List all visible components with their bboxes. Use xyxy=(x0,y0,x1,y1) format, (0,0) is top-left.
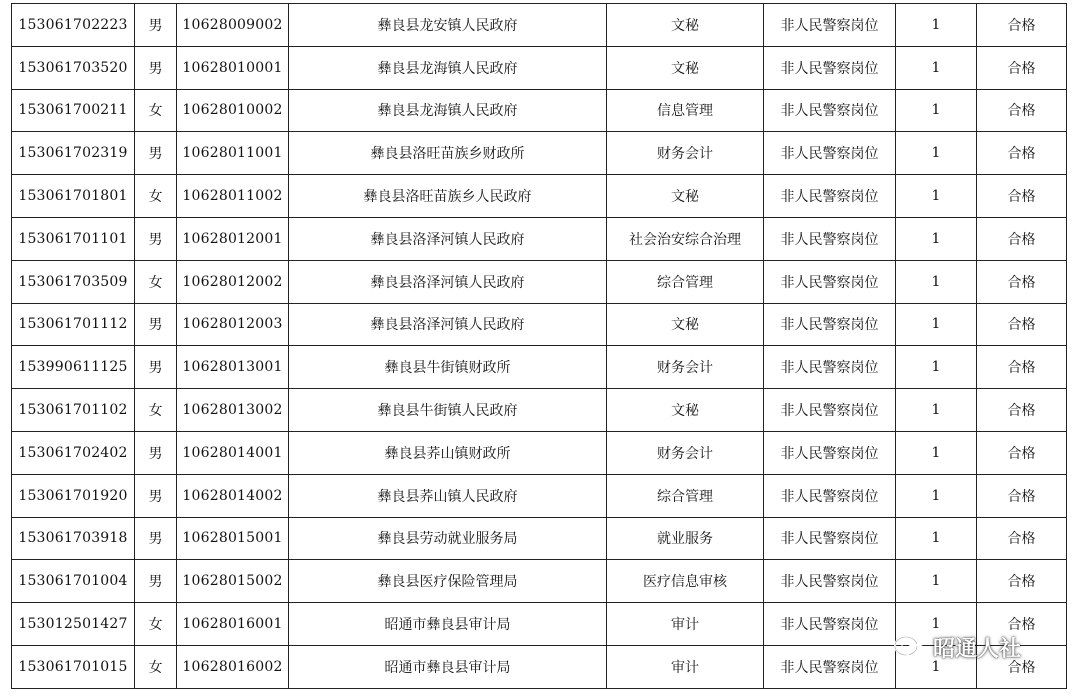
cell-count: 1 xyxy=(896,89,977,132)
cell-candidate-id: 153061701920 xyxy=(12,474,135,517)
cell-result: 合格 xyxy=(977,132,1067,175)
cell-position: 文秘 xyxy=(607,4,764,47)
cell-result: 合格 xyxy=(977,303,1067,346)
cell-post-code: 10628015002 xyxy=(177,560,289,603)
table-row xyxy=(12,46,1067,89)
cell-candidate-id: 153061701801 xyxy=(12,175,135,218)
cell-post-code: 10628015001 xyxy=(177,517,289,560)
cell-position: 就业服务 xyxy=(607,517,764,560)
cell-gender: 男 xyxy=(135,4,177,47)
cell-candidate-id: 153990611125 xyxy=(12,346,135,389)
cell-candidate-id: 153061701102 xyxy=(12,389,135,432)
table-row xyxy=(12,603,1067,646)
cell-unit: 昭通市彝良县审计局 xyxy=(289,603,607,646)
table-row xyxy=(12,517,1067,560)
table-row xyxy=(12,175,1067,218)
table-row xyxy=(12,645,1067,688)
table-row xyxy=(12,89,1067,132)
cell-result: 合格 xyxy=(977,260,1067,303)
cell-gender: 女 xyxy=(135,260,177,303)
cell-count: 1 xyxy=(896,389,977,432)
cell-post-code: 10628016002 xyxy=(177,645,289,688)
cell-gender: 男 xyxy=(135,217,177,260)
cell-count: 1 xyxy=(896,132,977,175)
cell-count: 1 xyxy=(896,474,977,517)
cell-gender: 女 xyxy=(135,645,177,688)
cell-gender: 女 xyxy=(135,89,177,132)
cell-category: 非人民警察岗位 xyxy=(764,603,896,646)
cell-unit: 彝良县龙安镇人民政府 xyxy=(289,4,607,47)
cell-position: 综合管理 xyxy=(607,474,764,517)
results-table xyxy=(11,3,1067,689)
cell-count: 1 xyxy=(896,645,977,688)
cell-candidate-id: 153061700211 xyxy=(12,89,135,132)
cell-result: 合格 xyxy=(977,560,1067,603)
cell-category: 非人民警察岗位 xyxy=(764,4,896,47)
cell-unit: 彝良县荞山镇财政所 xyxy=(289,431,607,474)
cell-gender: 男 xyxy=(135,517,177,560)
table-row xyxy=(12,303,1067,346)
cell-category: 非人民警察岗位 xyxy=(764,346,896,389)
table-row xyxy=(12,217,1067,260)
cell-candidate-id: 153061703509 xyxy=(12,260,135,303)
cell-unit: 彝良县牛街镇人民政府 xyxy=(289,389,607,432)
cell-unit: 彝良县洛旺苗族乡人民政府 xyxy=(289,175,607,218)
cell-count: 1 xyxy=(896,560,977,603)
cell-result: 合格 xyxy=(977,217,1067,260)
cell-candidate-id: 153012501427 xyxy=(12,603,135,646)
cell-result: 合格 xyxy=(977,4,1067,47)
cell-unit: 昭通市彝良县审计局 xyxy=(289,645,607,688)
cell-post-code: 10628016001 xyxy=(177,603,289,646)
cell-category: 非人民警察岗位 xyxy=(764,89,896,132)
cell-count: 1 xyxy=(896,217,977,260)
cell-gender: 男 xyxy=(135,431,177,474)
cell-count: 1 xyxy=(896,260,977,303)
cell-gender: 男 xyxy=(135,560,177,603)
cell-position: 财务会计 xyxy=(607,346,764,389)
cell-result: 合格 xyxy=(977,389,1067,432)
cell-category: 非人民警察岗位 xyxy=(764,260,896,303)
table-row xyxy=(12,346,1067,389)
table-row xyxy=(12,474,1067,517)
table-body xyxy=(12,4,1067,689)
cell-count: 1 xyxy=(896,303,977,346)
cell-gender: 女 xyxy=(135,603,177,646)
cell-category: 非人民警察岗位 xyxy=(764,560,896,603)
table-row xyxy=(12,389,1067,432)
cell-candidate-id: 153061702319 xyxy=(12,132,135,175)
cell-unit: 彝良县洛泽河镇人民政府 xyxy=(289,217,607,260)
cell-count: 1 xyxy=(896,46,977,89)
cell-gender: 男 xyxy=(135,46,177,89)
cell-category: 非人民警察岗位 xyxy=(764,431,896,474)
cell-post-code: 10628013001 xyxy=(177,346,289,389)
cell-candidate-id: 153061701112 xyxy=(12,303,135,346)
cell-post-code: 10628011001 xyxy=(177,132,289,175)
table-row xyxy=(12,560,1067,603)
cell-candidate-id: 153061702223 xyxy=(12,4,135,47)
cell-category: 非人民警察岗位 xyxy=(764,303,896,346)
cell-post-code: 10628011002 xyxy=(177,175,289,218)
cell-position: 文秘 xyxy=(607,389,764,432)
cell-count: 1 xyxy=(896,517,977,560)
cell-unit: 彝良县医疗保险管理局 xyxy=(289,560,607,603)
cell-position: 审计 xyxy=(607,603,764,646)
cell-gender: 男 xyxy=(135,303,177,346)
table-row xyxy=(12,260,1067,303)
cell-category: 非人民警察岗位 xyxy=(764,46,896,89)
cell-category: 非人民警察岗位 xyxy=(764,389,896,432)
cell-position: 社会治安综合治理 xyxy=(607,217,764,260)
cell-candidate-id: 153061703520 xyxy=(12,46,135,89)
watermark-text: 昭通人社 xyxy=(933,637,1022,662)
cell-result: 合格 xyxy=(977,517,1067,560)
cell-count: 1 xyxy=(896,4,977,47)
cell-gender: 男 xyxy=(135,346,177,389)
cell-category: 非人民警察岗位 xyxy=(764,132,896,175)
cell-gender: 女 xyxy=(135,175,177,218)
cell-unit: 彝良县洛泽河镇人民政府 xyxy=(289,260,607,303)
cell-post-code: 10628012003 xyxy=(177,303,289,346)
cell-post-code: 10628010001 xyxy=(177,46,289,89)
cell-post-code: 10628014002 xyxy=(177,474,289,517)
cell-count: 1 xyxy=(896,603,977,646)
cell-unit: 彝良县洛泽河镇人民政府 xyxy=(289,303,607,346)
cell-position: 审计 xyxy=(607,645,764,688)
cell-result: 合格 xyxy=(977,474,1067,517)
cell-post-code: 10628013002 xyxy=(177,389,289,432)
cell-unit: 彝良县龙海镇人民政府 xyxy=(289,89,607,132)
cell-position: 综合管理 xyxy=(607,260,764,303)
cell-gender: 女 xyxy=(135,389,177,432)
cell-result: 合格 xyxy=(977,645,1067,688)
cell-result: 合格 xyxy=(977,46,1067,89)
cell-unit: 彝良县牛街镇财政所 xyxy=(289,346,607,389)
cell-category: 非人民警察岗位 xyxy=(764,175,896,218)
table-row xyxy=(12,132,1067,175)
cell-position: 财务会计 xyxy=(607,132,764,175)
cell-result: 合格 xyxy=(977,175,1067,218)
cell-position: 医疗信息审核 xyxy=(607,560,764,603)
cell-position: 文秘 xyxy=(607,303,764,346)
cell-count: 1 xyxy=(896,431,977,474)
cell-post-code: 10628014001 xyxy=(177,431,289,474)
cell-candidate-id: 153061701101 xyxy=(12,217,135,260)
cell-post-code: 10628010002 xyxy=(177,89,289,132)
cell-unit: 彝良县劳动就业服务局 xyxy=(289,517,607,560)
cell-post-code: 10628012002 xyxy=(177,260,289,303)
cell-result: 合格 xyxy=(977,603,1067,646)
cell-category: 非人民警察岗位 xyxy=(764,517,896,560)
cell-candidate-id: 153061701015 xyxy=(12,645,135,688)
cell-result: 合格 xyxy=(977,89,1067,132)
cell-position: 文秘 xyxy=(607,175,764,218)
cell-candidate-id: 153061701004 xyxy=(12,560,135,603)
cell-count: 1 xyxy=(896,175,977,218)
cell-category: 非人民警察岗位 xyxy=(764,217,896,260)
cell-category: 非人民警察岗位 xyxy=(764,474,896,517)
cell-result: 合格 xyxy=(977,346,1067,389)
cell-position: 信息管理 xyxy=(607,89,764,132)
cell-result: 合格 xyxy=(977,431,1067,474)
cell-post-code: 10628009002 xyxy=(177,4,289,47)
cell-post-code: 10628012001 xyxy=(177,217,289,260)
cell-category: 非人民警察岗位 xyxy=(764,645,896,688)
table-row xyxy=(12,4,1067,47)
cell-unit: 彝良县龙海镇人民政府 xyxy=(289,46,607,89)
cell-unit: 彝良县荞山镇人民政府 xyxy=(289,474,607,517)
table-row xyxy=(12,431,1067,474)
cell-candidate-id: 153061703918 xyxy=(12,517,135,560)
cell-position: 文秘 xyxy=(607,46,764,89)
cell-count: 1 xyxy=(896,346,977,389)
cell-gender: 男 xyxy=(135,474,177,517)
cell-unit: 彝良县洛旺苗族乡财政所 xyxy=(289,132,607,175)
cell-candidate-id: 153061702402 xyxy=(12,431,135,474)
cell-position: 财务会计 xyxy=(607,431,764,474)
cell-gender: 男 xyxy=(135,132,177,175)
